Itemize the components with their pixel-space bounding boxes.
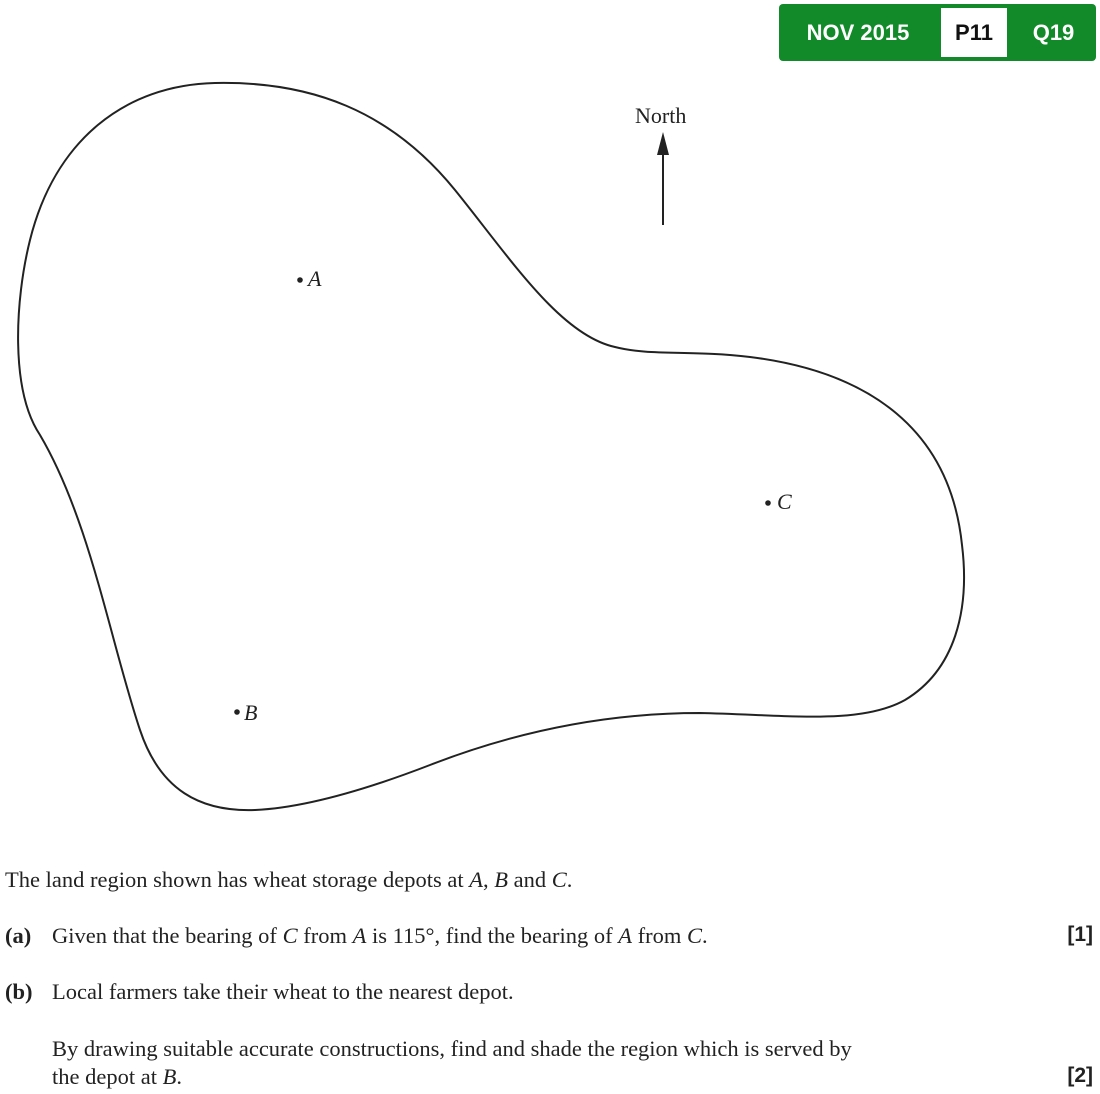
north-label: North	[635, 103, 687, 128]
intro-end: .	[566, 867, 573, 892]
part-b-instruction-end: .	[176, 1064, 182, 1089]
part-a-text-2: from	[297, 923, 353, 948]
land-region-outline	[18, 83, 964, 810]
part-b-marks: [2]	[1067, 1064, 1093, 1087]
part-a-point-c-2: C	[686, 923, 702, 948]
intro-point-a: A	[469, 867, 483, 892]
depot-b-dot	[234, 709, 240, 715]
paper-number-label: P11	[941, 8, 1007, 57]
north-arrow-head	[657, 132, 669, 155]
depot-a-label: A	[308, 266, 322, 291]
part-a-marks: [1]	[1067, 923, 1093, 946]
part-b-instruction	[52, 1035, 952, 1091]
part-a-point-c: C	[282, 923, 298, 948]
part-b-label: (b)	[5, 979, 33, 1004]
part-a-text-4: from	[631, 923, 687, 948]
part-a-point-a: A	[352, 923, 367, 948]
depot-b-label: B	[244, 700, 258, 725]
question-intro	[5, 866, 572, 894]
part-a-point-a-2: A	[618, 923, 632, 948]
exam-session-label: NOV 2015	[806, 19, 910, 45]
depot-c-dot	[765, 500, 771, 506]
intro-and: and	[508, 867, 552, 892]
part-a-text-1: Given that the bearing of	[52, 923, 283, 948]
depot-c-label: C	[777, 489, 792, 514]
depot-a-dot	[297, 277, 303, 283]
part-a-label: (a)	[5, 923, 32, 948]
question-number-label: Q19	[1032, 19, 1075, 45]
part-a-text-3: is 115°, find the bearing of	[366, 923, 619, 948]
part-b-point-b: B	[162, 1064, 177, 1089]
intro-point-c: C	[551, 867, 567, 892]
intro-point-b: B	[494, 867, 508, 892]
part-a-question	[52, 922, 708, 950]
part-b-instruction-line-2: the depot at	[52, 1064, 163, 1089]
intro-text: The land region shown has wheat storage depots at	[5, 867, 470, 892]
part-a-text-5: .	[701, 923, 708, 948]
part-b-instruction-line-1: By drawing suitable accurate constructions, find and shade the region which is served by	[52, 1036, 852, 1061]
intro-separator: ,	[483, 867, 495, 892]
part-b-question: Local farmers take their wheat to the nearest depot.	[52, 979, 514, 1004]
